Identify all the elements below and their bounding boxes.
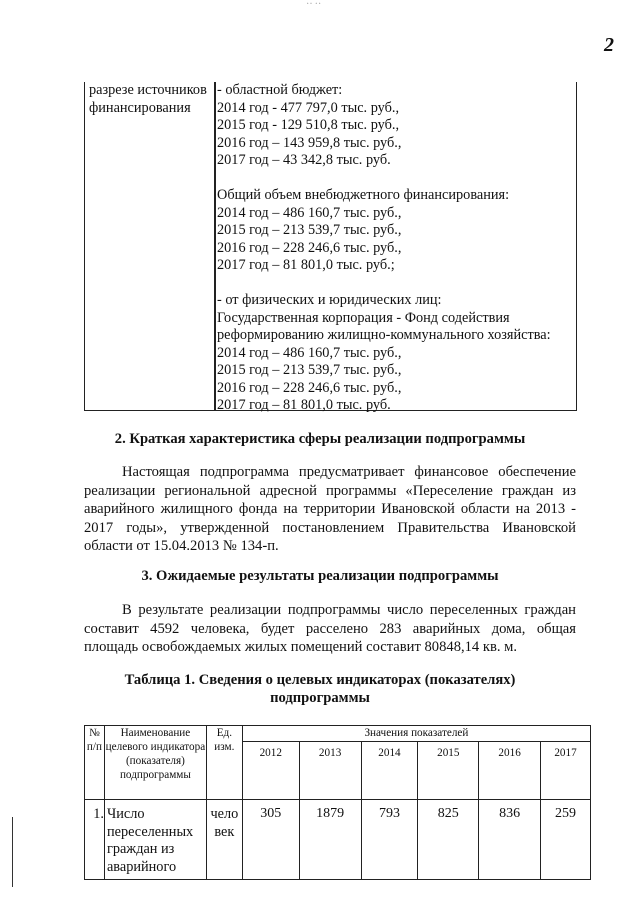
table1-title-cont: подпрограммы [270,690,370,706]
header-year: 2015 [418,742,479,800]
table-divider [214,82,216,410]
header-year: 2013 [299,742,361,800]
page-number: 2 [604,34,614,56]
regional-budget-row: 2016 год – 143 959,8 тыс. руб., [217,134,402,151]
table-row [85,800,591,880]
legal-entities-line: реформированию жилищно-коммунального хозяйства: [217,327,551,343]
header-unit: Ед. изм. [206,726,242,800]
header-no: № п/п [85,726,105,800]
section2-heading: 2. Краткая характеристика сферы реализации подпрограммы [114,431,526,447]
regional-budget-row: 2017 год – 43 342,8 тыс. руб. [217,152,391,168]
legal-entities-title: - от физических и юридических лиц: [217,292,442,308]
funding-label: разрезе источников финансирования [89,82,207,116]
off-budget-row: 2015 год – 213 539,7 тыс. руб., [217,222,402,238]
row-name: Число переселенных граждан из аварийного [104,800,206,880]
legal-entities-row: 2016 год – 228 246,6 тыс. руб., [217,379,402,396]
table1-title: Таблица 1. Сведения о целевых индикаторах (показателях) [124,672,516,688]
row-value: 836 [479,800,541,880]
legal-entities-row: 2015 год – 213 539,7 тыс. руб., [217,362,402,378]
header-values: Значения показателей [242,726,590,742]
regional-budget-row: 2014 год - 477 797,0 тыс. руб., [217,99,400,116]
off-budget-row: 2017 год – 81 801,0 тыс. руб.; [217,257,395,273]
row-value: 259 [541,800,591,880]
regional-budget-row: 2015 год - 129 510,8 тыс. руб., [217,117,400,133]
header-year: 2014 [361,742,418,800]
header-year: 2012 [242,742,299,800]
row-no: 1. [85,800,105,880]
row-value: 1879 [299,800,361,880]
section3-heading: 3. Ожидаемые результаты реализации подпрограммы [141,568,499,584]
row-value: 793 [361,800,418,880]
section3-paragraph: В результате реализации подпрограммы число переселенных граждан составит 4592 человека, будет расселено 283 аварийных дома, общая площадь освобождаемых жилых помещений составит 80848,14 кв. м. [84,602,576,655]
header-year: 2017 [541,742,591,800]
row-unit: чело век [206,800,242,880]
funding-details [217,82,551,415]
scan-artifact: ‥‥ [306,0,324,7]
funding-table [84,82,577,411]
regional-budget-title: - областной бюджет: [217,82,343,98]
legal-entities-line: Государственная корпорация - Фонд содействия [217,309,510,326]
section2-paragraph: Настоящая подпрограмма предусматривает финансовое обеспечение реализации региональной адресной программы «Переселение граждан из аварийного жилищного фонда на территории Ивановской области на 2013 - 2017 годы», утвержденной постановлением Правительства Ивановской области от 15.04.2013 № 134-п. [84,464,576,554]
off-budget-title: Общий объем внебюджетного финансирования: [217,187,510,203]
row-value: 825 [418,800,479,880]
off-budget-row: 2014 год – 486 160,7 тыс. руб., [217,204,402,221]
off-budget-row: 2016 год – 228 246,6 тыс. руб., [217,239,402,256]
header-year: 2016 [479,742,541,800]
header-name: Наименование целевого индикатора (показателя) подпрограммы [104,726,206,800]
row-value: 305 [242,800,299,880]
scan-margin-line [12,817,13,887]
legal-entities-row: 2014 год – 486 160,7 тыс. руб., [217,344,402,361]
indicators-table [84,725,591,880]
legal-entities-row: 2017 год – 81 801,0 тыс. руб. [217,397,391,413]
